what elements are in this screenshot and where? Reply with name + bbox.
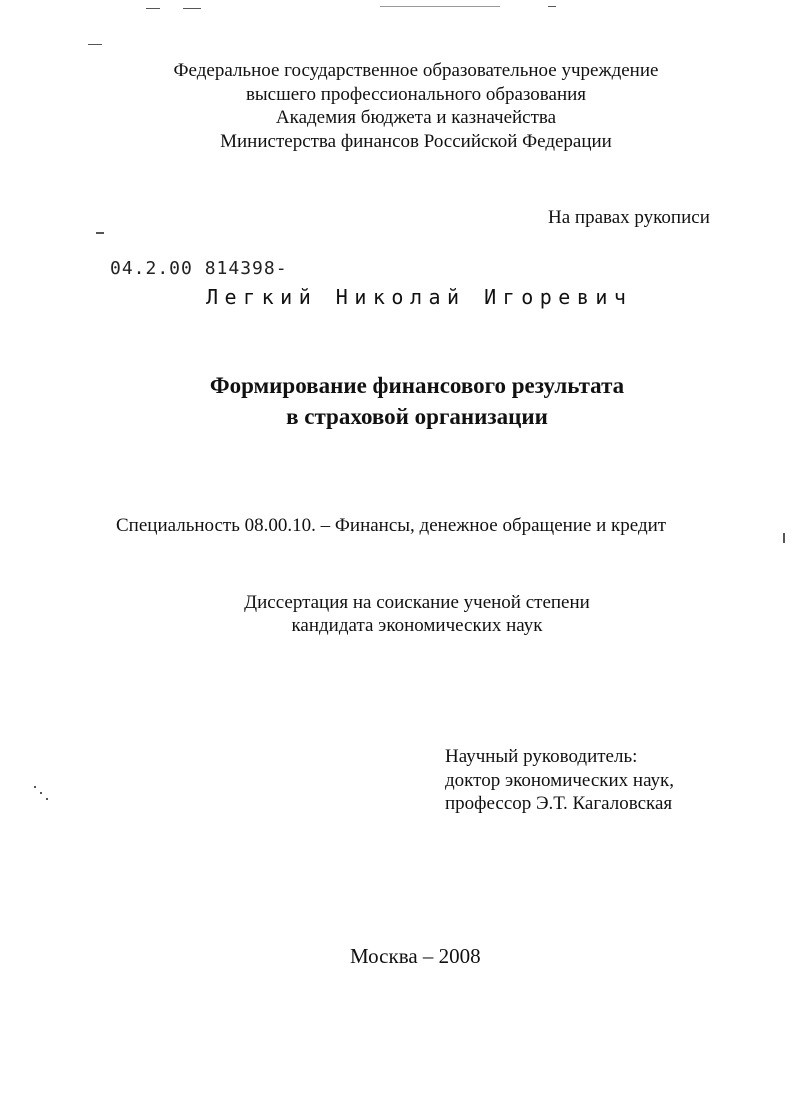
archive-code: 04.2.00 814398- [110, 258, 288, 279]
scan-artifact [46, 798, 48, 800]
scan-artifact [783, 533, 785, 543]
rights-note: На правах рукописи [548, 207, 710, 228]
scan-artifact [146, 8, 160, 9]
dissertation-title [0, 370, 792, 432]
author-name: Легкий Николай Игоревич [206, 285, 633, 309]
supervisor-name: профессор Э.Т. Кагаловская [445, 793, 673, 814]
institution-line-4: Министерства финансов Российской Федерации [220, 130, 612, 152]
city-year: Москва – 2008 [350, 944, 481, 968]
scan-artifact [380, 6, 500, 7]
degree-statement [0, 591, 792, 637]
institution-line-3: Академия бюджета и казначейства [275, 107, 557, 128]
title-line-1: Формирование финансового результата [209, 373, 625, 398]
institution-line-1: Федеральное государственное образовательное учреждение [173, 60, 659, 81]
scan-artifact [183, 8, 201, 9]
scan-artifact [40, 792, 42, 794]
supervisor-label: Научный руководитель: [445, 746, 638, 767]
institution-line-2: высшего профессионального образования [245, 83, 587, 105]
degree-line-1: Диссертация на соискание ученой степени [244, 592, 590, 613]
supervisor-degree: доктор экономических наук, [445, 769, 675, 791]
degree-line-2: кандидата экономических наук [291, 615, 543, 636]
scan-artifact [96, 232, 104, 234]
specialty: Специальность 08.00.10. – Финансы, денежное обращение и кредит [116, 515, 667, 536]
scan-artifact [34, 786, 36, 788]
supervisor-block [445, 745, 674, 816]
scan-artifact [548, 6, 556, 7]
scan-artifact [88, 44, 102, 45]
title-line-2: в страховой организации [286, 404, 548, 429]
institution-header [0, 59, 792, 153]
